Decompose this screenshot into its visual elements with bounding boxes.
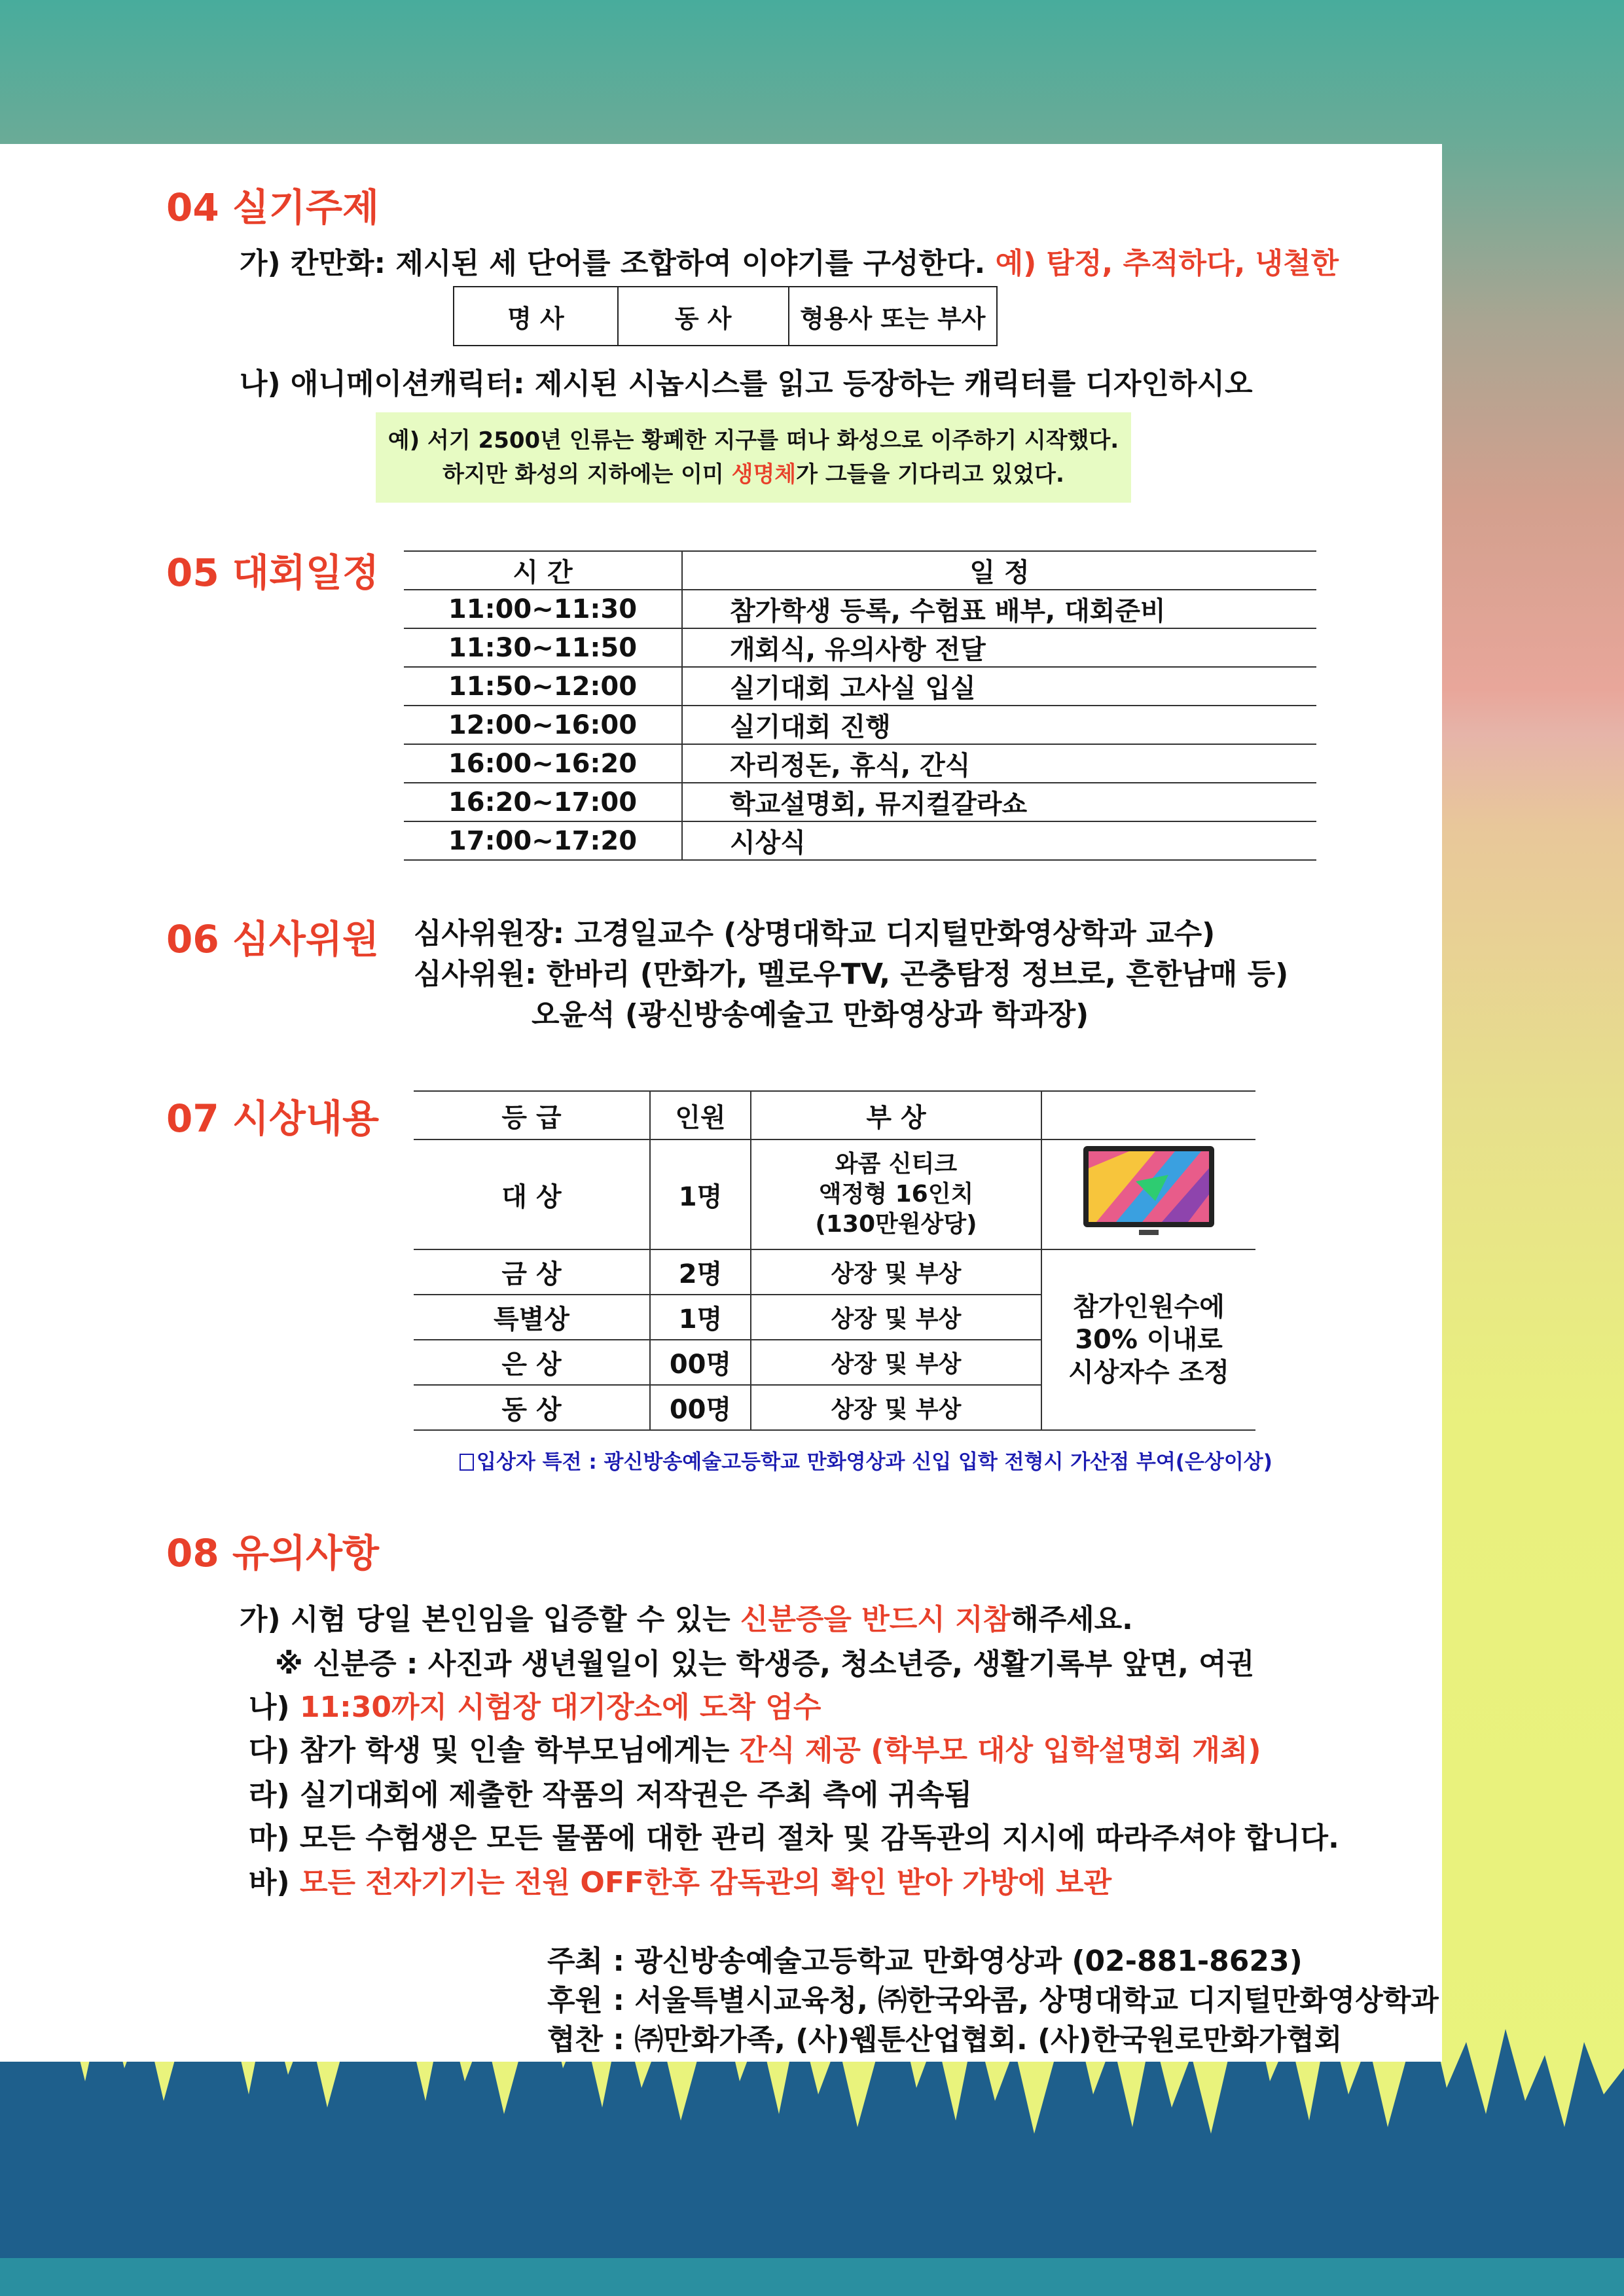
- notice-text: 해주세요.: [1011, 1603, 1133, 1636]
- prize-award: [751, 1139, 1041, 1249]
- prize-col-count: 인원: [650, 1091, 751, 1139]
- section-title-05: 05 대회일정: [166, 550, 380, 595]
- prize-count: 1명: [650, 1139, 751, 1249]
- monitor-icon: [1077, 1142, 1221, 1240]
- word-box-noun: 명 사: [454, 287, 619, 345]
- topic-comic-text: 가) 칸만화: 제시된 세 단어를 조합하여 이야기를 구성한다.: [240, 247, 986, 280]
- prize-col-grade: 등 급: [414, 1091, 650, 1139]
- notice-text: 가) 시험 당일 본인임을 입증할 수 있는: [240, 1603, 740, 1636]
- schedule-col-time: 시 간: [404, 551, 682, 590]
- notice-text: 다) 참가 학생 및 인솔 학부모님에게는: [249, 1734, 740, 1767]
- table-row: [404, 628, 1316, 667]
- judge-chief: 심사위원장: 고경일교수 (상명대학교 디지털만화영상학과 교수): [414, 917, 1216, 950]
- notice-highlight: 신분증을 반드시 지참: [740, 1603, 1011, 1636]
- prize-count: 2명: [650, 1249, 751, 1295]
- prize-count: 00명: [650, 1385, 751, 1430]
- synopsis-highlight: 생명체: [731, 461, 797, 488]
- table-row: [404, 667, 1316, 706]
- merged-line: 참가인원수에: [1073, 1292, 1225, 1322]
- footer-host: 주최 : 광신방송예술고등학교 만화영상과 (02-881-8623): [547, 1945, 1303, 1978]
- award-line: 액정형 16인치: [818, 1181, 974, 1208]
- synopsis-line-2: [442, 457, 1064, 492]
- prize-table: [414, 1090, 1255, 1431]
- schedule-time: 16:00~16:20: [404, 744, 682, 783]
- word-box-verb: 동 사: [619, 287, 789, 345]
- notice-na: [249, 1683, 821, 1725]
- notice-ra: 라) 실기대회에 제출한 작품의 저작권은 주최 측에 귀속됨: [249, 1778, 972, 1812]
- notice-id-detail: ※ 신분증 : 사진과 생년월일이 있는 학생증, 청소년증, 생활기록부 앞면, 여권: [275, 1647, 1255, 1681]
- word-box-adjective: 형용사 또는 부사: [800, 304, 986, 333]
- topic-comic-example: 예) 탐정, 추적하다, 냉철한: [995, 247, 1339, 280]
- section-title-06: 06 심사위원: [166, 917, 380, 961]
- schedule-table: [404, 550, 1316, 861]
- award-line: (130만원상당): [815, 1211, 977, 1238]
- footer-support: 협찬 : ㈜만화가족, (사)웹툰산업협회. (사)한국원로만화가협회: [547, 2023, 1343, 2056]
- notice-ba: [249, 1859, 1111, 1901]
- synopsis-line-1: 예) 서기 2500년 인류는 황폐한 지구를 떠나 화성으로 이주하기 시작했다.: [388, 427, 1119, 454]
- schedule-time: 11:00~11:30: [404, 590, 682, 628]
- prize-grade: 대 상: [414, 1139, 650, 1249]
- synopsis-text-a: 하지만 화성의 지하에는 이미: [442, 461, 732, 488]
- judge-member-1: 심사위원: 한바리 (만화가, 멜로우TV, 곤충탐정 정브로, 흔한남매 등): [414, 958, 1289, 991]
- footer-sponsor: 후원 : 서울특별시교육청, ㈜한국와콤, 상명대학교 디지털만화영상학과: [547, 1984, 1439, 2017]
- prize-benefit-text: 입상자 특전 : 광신방송예술고등학교 만화영상과 신입 입학 전형시 가산점 부여(은상이상): [477, 1450, 1272, 1474]
- section-title-04: 04 실기주제: [166, 185, 380, 230]
- schedule-time: 11:50~12:00: [404, 667, 682, 706]
- merged-line: 시상자수 조정: [1068, 1357, 1229, 1388]
- checkbox-icon: [460, 1454, 474, 1471]
- section-title-08: 08 유의사항: [166, 1531, 380, 1575]
- topic-comic-line: [240, 240, 1339, 281]
- schedule-time: 17:00~17:20: [404, 821, 682, 860]
- schedule-col-plan: 일 정: [682, 551, 1316, 590]
- notice-highlight: 모든 전자기기는 전원 OFF한후 감독관의 확인 받아 가방에 보관: [299, 1866, 1112, 1899]
- schedule-plan: 학교설명회, 뮤지컬갈라쇼: [682, 783, 1316, 821]
- prize-count: 00명: [650, 1340, 751, 1385]
- schedule-plan: 실기대회 고사실 입실: [682, 667, 1316, 706]
- schedule-plan: 개회식, 유의사항 전달: [682, 628, 1316, 667]
- tablet-image: [1041, 1139, 1255, 1249]
- schedule-time: 11:30~11:50: [404, 628, 682, 667]
- table-row: [414, 1249, 1255, 1295]
- table-row: [404, 706, 1316, 744]
- table-row: [414, 1139, 1255, 1249]
- schedule-time: 16:20~17:00: [404, 783, 682, 821]
- table-row: [404, 783, 1316, 821]
- notice-da: [249, 1727, 1261, 1768]
- notice-ma: 마) 모든 수험생은 모든 물품에 대한 관리 절차 및 감독관의 지시에 따라주셔야 합니다.: [249, 1821, 1339, 1855]
- prize-count: 1명: [650, 1295, 751, 1340]
- section-title-07: 07 시상내용: [166, 1096, 380, 1141]
- schedule-plan: 참가학생 등록, 수험표 배부, 대회준비: [682, 590, 1316, 628]
- notice-ga: [240, 1596, 1133, 1638]
- synopsis-box: [376, 412, 1131, 503]
- table-row: [404, 821, 1316, 860]
- prize-grade: 은 상: [414, 1340, 650, 1385]
- prize-grade: 특별상: [414, 1295, 650, 1340]
- prize-grade: 동 상: [414, 1385, 650, 1430]
- schedule-time: 12:00~16:00: [404, 706, 682, 744]
- table-row: [404, 744, 1316, 783]
- notice-highlight: 간식 제공 (학부모 대상 입학설명회 개최): [739, 1734, 1261, 1767]
- prize-award: 상장 및 부상: [751, 1340, 1041, 1385]
- prize-award: 상장 및 부상: [751, 1249, 1041, 1295]
- schedule-plan: 시상식: [682, 821, 1316, 860]
- award-line: 와콤 신티크: [835, 1151, 958, 1177]
- prize-col-award: 부 상: [751, 1091, 1041, 1139]
- prize-header: [414, 1091, 1255, 1139]
- schedule-plan: 자리정돈, 휴식, 간식: [682, 744, 1316, 783]
- notice-text: 바): [249, 1866, 300, 1899]
- merged-line: 30% 이내로: [1075, 1325, 1223, 1355]
- word-type-boxes: [453, 286, 998, 346]
- notice-highlight: 11:30까지 시험장 대기장소에 도착 엄수: [299, 1691, 821, 1724]
- notice-text: 나): [249, 1691, 300, 1724]
- prize-award: 상장 및 부상: [751, 1385, 1041, 1430]
- prize-award: 상장 및 부상: [751, 1295, 1041, 1340]
- prize-merged-note: [1041, 1249, 1255, 1430]
- prize-col-image: [1041, 1091, 1255, 1139]
- judge-member-2: 오윤석 (광신방송예술고 만화영상과 학과장): [532, 998, 1089, 1031]
- schedule-header: [404, 551, 1316, 590]
- topic-animation-line: 나) 애니메이션캐릭터: 제시된 시놉시스를 읽고 등장하는 캐릭터를 디자인하시오: [240, 367, 1253, 401]
- synopsis-text-b: 가 그들을 기다리고 있었다.: [796, 461, 1064, 488]
- schedule-plan: 실기대회 진행: [682, 706, 1316, 744]
- prize-grade: 금 상: [414, 1249, 650, 1295]
- prize-benefit-note: [460, 1445, 1272, 1475]
- table-row: [404, 590, 1316, 628]
